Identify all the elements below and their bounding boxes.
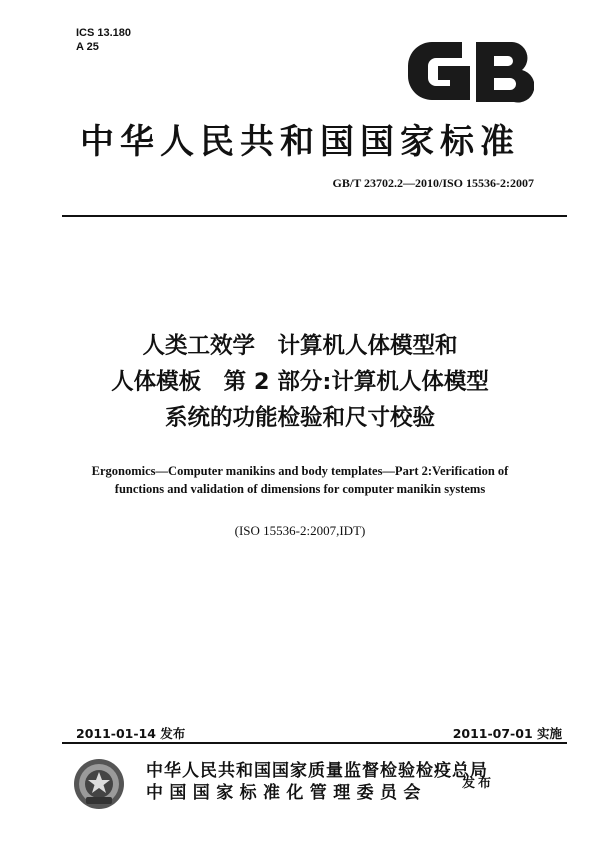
gb-logo-icon (404, 36, 534, 108)
top-divider (62, 215, 567, 217)
standard-code: GB/T 23702.2—2010/ISO 15536-2:2007 (332, 176, 534, 190)
class-code: A 25 (76, 41, 99, 53)
implement-date: 2011-07-01 实施 (452, 726, 562, 741)
aqsiq-emblem-icon (72, 757, 126, 811)
iso-reference: (ISO 15536-2:2007,IDT) (234, 523, 366, 538)
classification-codes (76, 26, 131, 54)
issuer-line-1: 中华人民共和国国家质量监督检验检疫总局 (146, 761, 488, 781)
en-title-line-1: Ergonomics—Computer manikins and body templates—Part 2:Verification of (91, 464, 509, 478)
ics-code: ICS 13.180 (76, 27, 132, 39)
publish-date: 2011-01-14 发布 (76, 726, 186, 741)
issuer-line-2: 中国国家标准化管理委员会 (146, 783, 427, 803)
issue-label: 发布 (462, 776, 495, 791)
cn-title-line-1: 人类工效学 计算机人体模型和 (142, 333, 458, 359)
cn-title-line-3: 系统的功能检验和尺寸校验 (164, 405, 435, 431)
issuer-block (146, 760, 488, 804)
bottom-divider (62, 742, 567, 744)
standard-title: 中华人民共和国国家标准 (80, 122, 520, 162)
english-title (0, 462, 600, 498)
chinese-title (0, 328, 600, 436)
en-title-line-2: functions and validation of dimensions for computer manikin systems (114, 482, 486, 496)
cn-title-line-2: 人体模板 第 2 部分:计算机人体模型 (111, 369, 489, 395)
